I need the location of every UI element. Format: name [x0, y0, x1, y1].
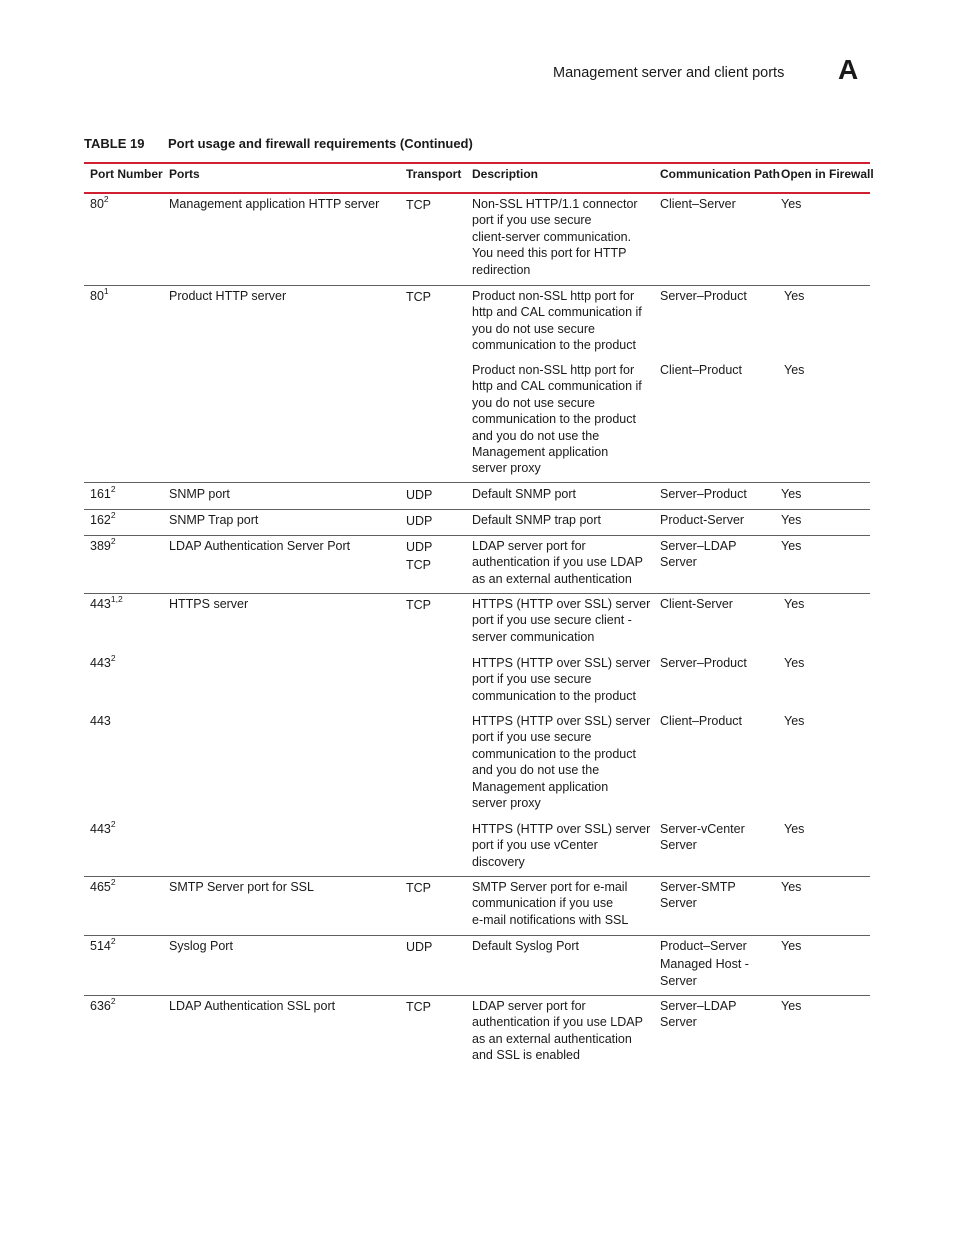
column-header-port-number: Port Number	[90, 167, 163, 181]
description-cell	[472, 938, 579, 954]
row-divider	[84, 535, 870, 536]
communication-path-cell	[660, 998, 736, 1031]
port-number: 389	[90, 539, 111, 553]
description-line: server proxy	[472, 796, 541, 811]
description-line: communication to the product	[472, 338, 636, 353]
communication-path-cell	[660, 288, 747, 304]
footnote-ref: 2	[110, 483, 116, 494]
description-line: as an external authentication	[472, 571, 632, 586]
description-line: authentication if you use LDAP	[472, 1015, 643, 1030]
communication-path-line: Server	[660, 974, 697, 989]
communication-path-line: Server	[660, 838, 697, 853]
communication-path-cell	[660, 196, 736, 212]
open-in-firewall-cell: Yes	[781, 513, 802, 527]
port-number-cell	[90, 876, 116, 895]
port-number-cell	[90, 535, 116, 554]
open-in-firewall-cell: Yes	[781, 999, 802, 1013]
transport-cell	[406, 196, 431, 214]
communication-path-line: Client–Product	[660, 363, 742, 377]
open-in-firewall-cell: Yes	[781, 539, 802, 553]
communication-path-cell	[660, 879, 736, 912]
transport-line: UDP	[406, 940, 433, 954]
port-number-cell	[90, 818, 116, 837]
communication-path-line: Product–Server	[660, 939, 747, 953]
communication-path-line: Server-vCenter	[660, 822, 745, 836]
description-line: client-server communication.	[472, 229, 632, 244]
transport-line: TCP	[406, 558, 431, 572]
description-line: port if you use secure	[472, 213, 592, 228]
transport-line: TCP	[406, 290, 431, 304]
ports-cell: Syslog Port	[169, 939, 233, 953]
description-cell	[472, 713, 650, 811]
communication-path-line: Server–Product	[660, 656, 747, 670]
footnote-ref: 2	[110, 876, 116, 887]
description-line: discovery	[472, 854, 525, 869]
communication-path-cell	[660, 938, 749, 991]
description-cell	[472, 196, 638, 278]
port-number: 443	[90, 714, 111, 728]
description-line: Management application	[472, 779, 609, 794]
footnote-ref: 2	[103, 193, 109, 204]
open-in-firewall-cell: Yes	[781, 880, 802, 894]
row-divider	[84, 285, 870, 286]
open-in-firewall-cell: Yes	[781, 197, 802, 211]
port-number-cell	[90, 713, 111, 729]
row-divider	[84, 509, 870, 510]
description-line: redirection	[472, 262, 531, 277]
row-divider	[84, 876, 870, 877]
transport-cell	[406, 288, 431, 306]
header-bottom-rule	[84, 192, 870, 194]
communication-path-cell	[660, 486, 747, 502]
description-cell	[472, 486, 576, 502]
description-line: http and CAL communication if	[472, 379, 642, 394]
footnote-ref: 2	[110, 535, 116, 546]
description-line: port if you use secure	[472, 730, 592, 745]
table-caption	[84, 136, 473, 151]
communication-path-line: Client-Server	[660, 597, 733, 611]
communication-path-line: Server–LDAP	[660, 539, 737, 553]
communication-path-cell	[660, 713, 742, 729]
description-line: authentication if you use LDAP	[472, 555, 643, 570]
port-number-cell	[90, 593, 123, 612]
description-line: and you do not use the	[472, 763, 600, 778]
description-line: server proxy	[472, 461, 541, 476]
description-line: you do not use secure	[472, 395, 595, 410]
port-number: 443	[90, 597, 111, 611]
description-line: Default SNMP trap port	[472, 513, 601, 527]
communication-path-line: Server–Product	[660, 289, 747, 303]
port-number: 514	[90, 939, 111, 953]
open-in-firewall-cell: Yes	[781, 939, 802, 953]
transport-line: TCP	[406, 1000, 431, 1014]
column-header-description: Description	[472, 167, 539, 181]
port-number: 161	[90, 487, 111, 501]
row-divider	[84, 593, 870, 594]
description-line: Non-SSL HTTP/1.1 connector	[472, 197, 638, 211]
transport-line: UDP	[406, 540, 433, 554]
description-line: you do not use secure	[472, 321, 595, 336]
port-number-cell	[90, 935, 116, 954]
footnote-ref: 1,2	[110, 593, 123, 604]
transport-cell	[406, 938, 432, 956]
description-line: communication to the product	[472, 412, 636, 427]
description-line: Management application	[472, 445, 609, 460]
running-header-title: Management server and client ports	[553, 65, 785, 81]
description-line: SMTP Server port for e-mail	[472, 880, 628, 894]
footnote-ref: 1	[103, 285, 109, 296]
description-line: LDAP server port for	[472, 999, 586, 1013]
footnote-ref: 2	[110, 935, 116, 946]
transport-cell	[406, 486, 432, 504]
communication-path-cell	[660, 596, 733, 612]
description-line: Product non-SSL http port for	[472, 363, 635, 377]
description-line: http and CAL communication if	[472, 305, 642, 320]
footnote-ref: 2	[110, 818, 116, 829]
communication-path-line: Server–LDAP	[660, 999, 737, 1013]
column-header-open-in-firewall: Open in Firewall	[781, 167, 874, 181]
row-divider	[84, 935, 870, 936]
port-number: 80	[90, 289, 104, 303]
transport-cell	[406, 998, 431, 1016]
port-number: 80	[90, 197, 104, 211]
description-line: and SSL is enabled	[472, 1048, 580, 1063]
description-line: port if you use vCenter	[472, 838, 598, 853]
open-in-firewall-cell: Yes	[784, 363, 805, 377]
description-cell	[472, 879, 628, 928]
communication-path-line: Server–Product	[660, 487, 747, 501]
port-number: 443	[90, 656, 111, 670]
ports-cell: SNMP port	[169, 487, 230, 501]
communication-path-line: Client–Server	[660, 197, 736, 211]
description-line: communication if you use	[472, 896, 614, 911]
port-number-cell	[90, 193, 109, 212]
description-line: communication to the product	[472, 746, 636, 761]
communication-path-cell	[660, 821, 745, 854]
description-line: e-mail notifications with SSL	[472, 912, 629, 927]
transport-line: TCP	[406, 198, 431, 212]
transport-cell	[406, 512, 432, 530]
transport-line: UDP	[406, 488, 433, 502]
port-number-cell	[90, 285, 109, 304]
transport-cell	[406, 596, 431, 614]
description-cell	[472, 538, 643, 587]
description-line: Default SNMP port	[472, 487, 576, 501]
row-divider	[84, 482, 870, 483]
transport-line: TCP	[406, 598, 431, 612]
open-in-firewall-cell: Yes	[784, 597, 805, 611]
ports-cell: SNMP Trap port	[169, 513, 259, 527]
ports-cell: LDAP Authentication Server Port	[169, 539, 351, 553]
description-line: server communication	[472, 629, 595, 644]
description-cell	[472, 596, 650, 645]
row-divider	[84, 995, 870, 996]
description-line: port if you use secure	[472, 672, 592, 687]
transport-cell	[406, 538, 432, 574]
footnote-ref: 2	[110, 509, 116, 520]
description-line: HTTPS (HTTP over SSL) server	[472, 597, 651, 611]
column-header-ports: Ports	[169, 167, 200, 181]
ports-cell: HTTPS server	[169, 597, 249, 611]
port-number-cell	[90, 509, 116, 528]
footnote-ref: 2	[110, 995, 116, 1006]
transport-line: TCP	[406, 881, 431, 895]
port-number: 465	[90, 880, 111, 894]
table-caption-text: Port usage and firewall requirements (Continued)	[168, 136, 473, 151]
port-number-cell	[90, 995, 116, 1014]
communication-path-cell	[660, 362, 742, 378]
description-line: HTTPS (HTTP over SSL) server	[472, 714, 651, 728]
ports-cell: Product HTTP server	[169, 289, 287, 303]
description-line: port if you use secure client -	[472, 613, 632, 628]
description-cell	[472, 362, 642, 477]
ports-cell: SMTP Server port for SSL	[169, 880, 314, 894]
port-number-cell	[90, 652, 116, 671]
appendix-letter: A	[838, 54, 859, 85]
table-label: TABLE 19	[84, 136, 145, 151]
description-line: and you do not use the	[472, 428, 600, 443]
communication-path-line: Server	[660, 1015, 697, 1030]
column-header-transport: Transport	[406, 167, 462, 181]
description-line: You need this port for HTTP	[472, 246, 627, 261]
open-in-firewall-cell: Yes	[784, 822, 805, 836]
description-cell	[472, 512, 601, 528]
communication-path-cell	[660, 655, 747, 671]
open-in-firewall-cell: Yes	[784, 714, 805, 728]
communication-path-line: Managed Host -	[660, 956, 749, 971]
communication-path-cell	[660, 538, 736, 571]
communication-path-line: Server	[660, 555, 697, 570]
open-in-firewall-cell: Yes	[781, 487, 802, 501]
column-header-communication-path: Communication Path	[660, 167, 781, 181]
communication-path-line: Server	[660, 896, 697, 911]
description-cell	[472, 821, 650, 870]
communication-path-cell	[660, 512, 744, 528]
port-number: 636	[90, 999, 111, 1013]
port-number-cell	[90, 483, 116, 502]
description-cell	[472, 288, 642, 354]
description-line: HTTPS (HTTP over SSL) server	[472, 822, 651, 836]
transport-line: UDP	[406, 514, 433, 528]
description-cell	[472, 998, 643, 1064]
description-line: HTTPS (HTTP over SSL) server	[472, 656, 651, 670]
port-number: 162	[90, 513, 111, 527]
communication-path-line: Client–Product	[660, 714, 742, 728]
transport-cell	[406, 879, 431, 897]
communication-path-line: Product-Server	[660, 513, 745, 527]
description-line: LDAP server port for	[472, 539, 586, 553]
ports-cell: Management application HTTP server	[169, 197, 380, 211]
footnote-ref: 2	[110, 652, 116, 663]
ports-cell: LDAP Authentication SSL port	[169, 999, 336, 1013]
open-in-firewall-cell: Yes	[784, 289, 805, 303]
description-line: communication to the product	[472, 688, 636, 703]
description-line: Product non-SSL http port for	[472, 289, 635, 303]
communication-path-line: Server-SMTP	[660, 880, 736, 894]
description-line: as an external authentication	[472, 1031, 632, 1046]
description-line: Default Syslog Port	[472, 939, 579, 953]
open-in-firewall-cell: Yes	[784, 656, 805, 670]
port-number: 443	[90, 822, 111, 836]
description-cell	[472, 655, 650, 704]
table-top-rule	[84, 162, 870, 164]
